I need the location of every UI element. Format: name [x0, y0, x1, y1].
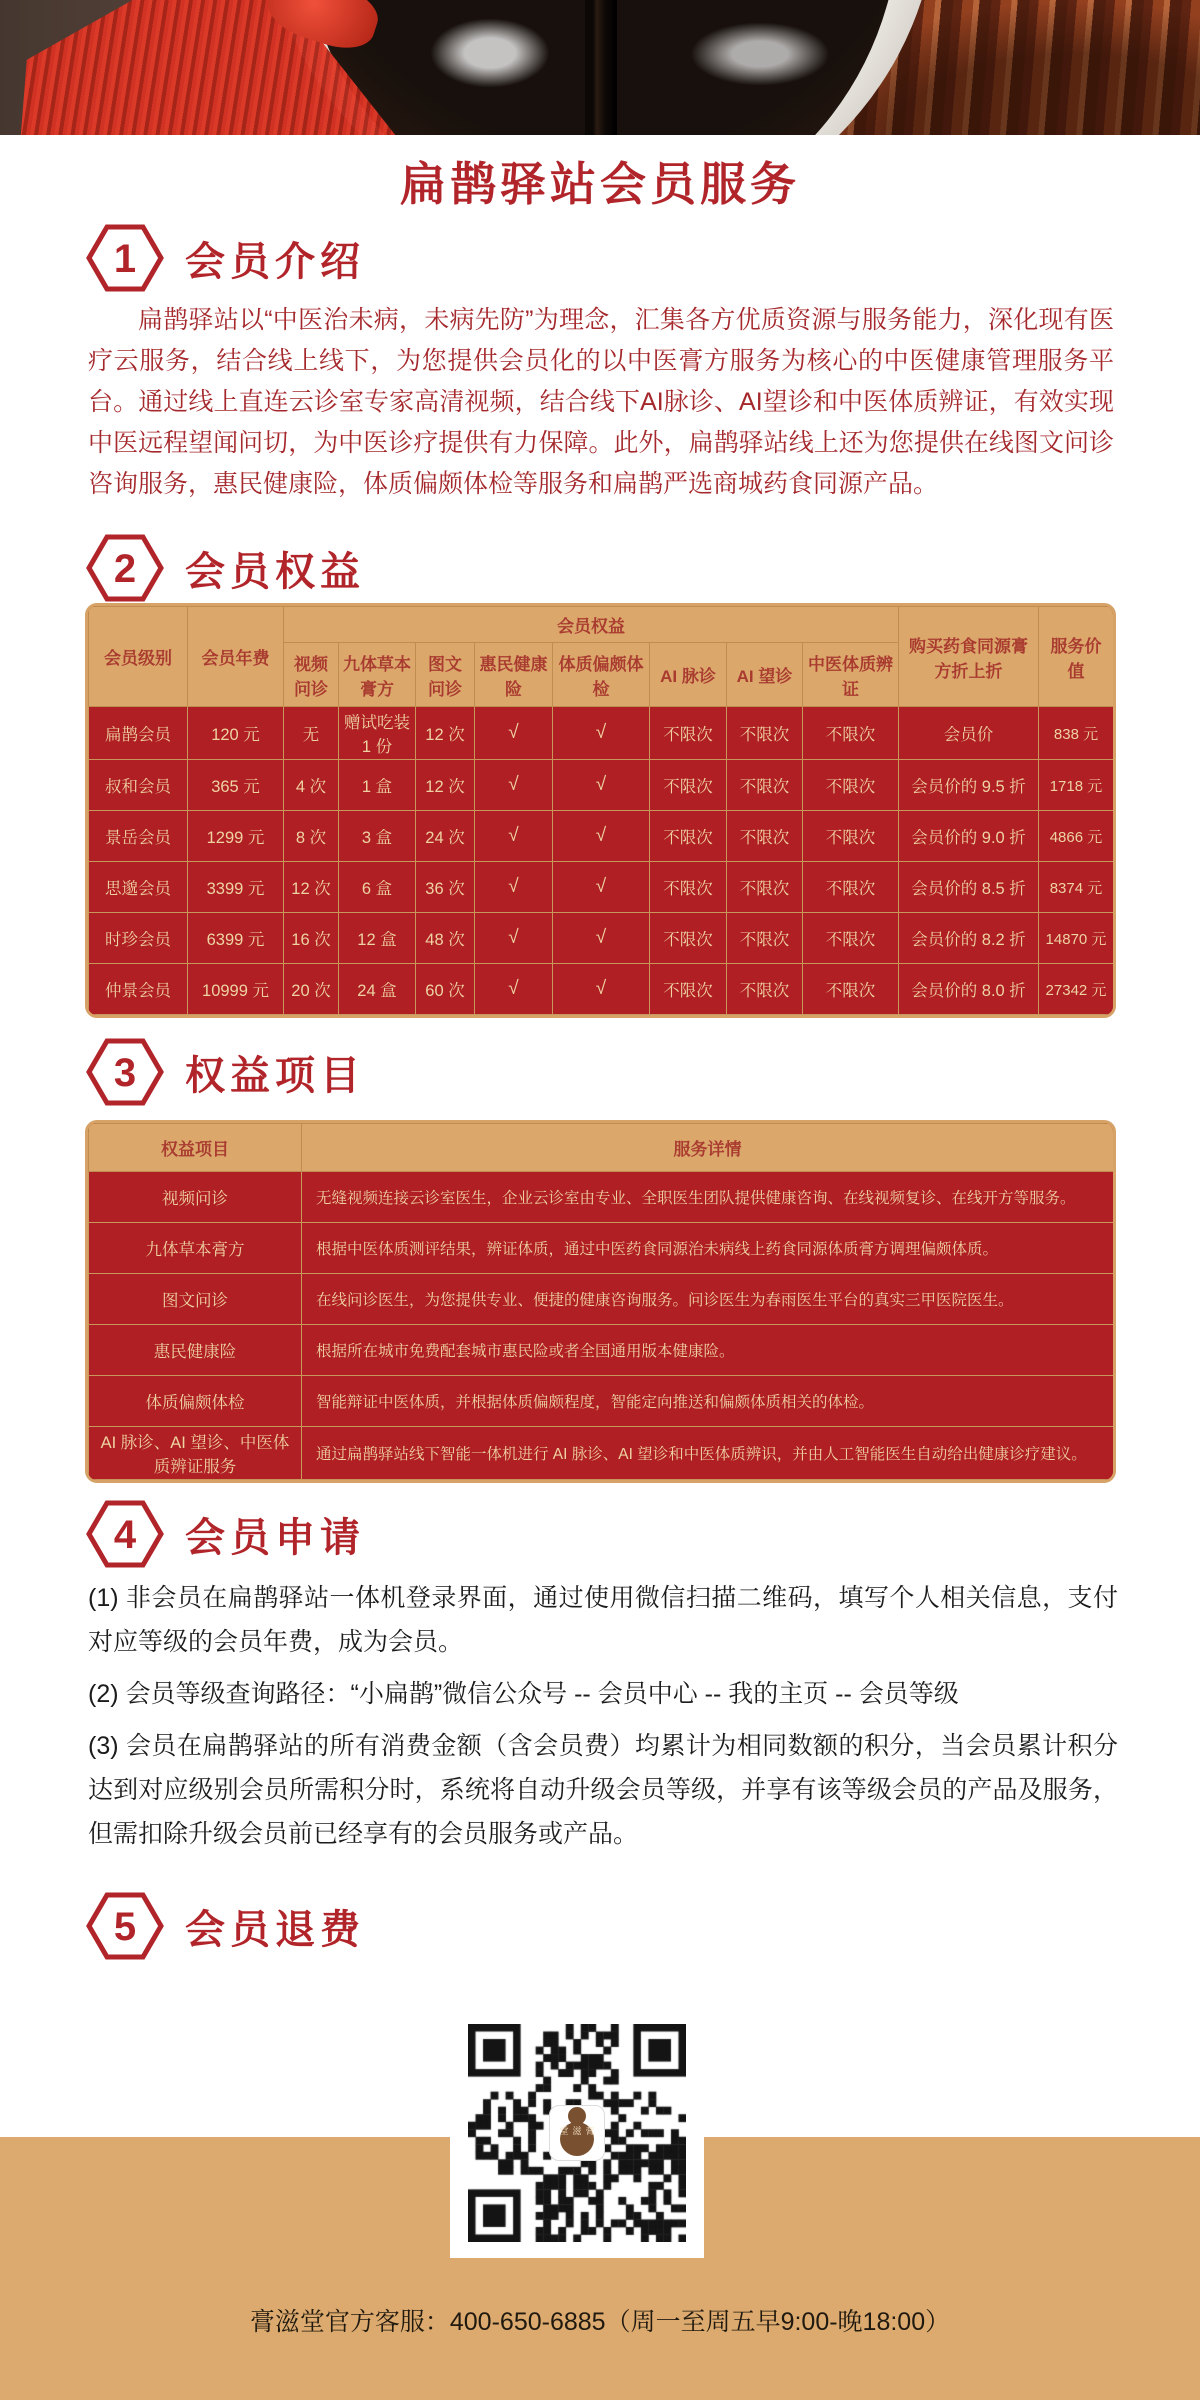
section-title: 会员介绍 [185, 239, 365, 284]
benefit-value-cell: 6399 元 [188, 913, 284, 964]
benefit-value-cell: 4866 元 [1039, 811, 1114, 862]
section-number-badge [85, 533, 165, 603]
service-detail-cell: 无缝视频连接云诊室医生，企业云诊室由专业、全职医生团队提供健康咨询、在线视频复诊、在线开方等服务。 [302, 1172, 1114, 1223]
bowl-highlight [430, 18, 550, 88]
col-header-benefit-item: 权益项目 [89, 1124, 302, 1172]
bowl-highlight [690, 22, 830, 86]
benefit-value-cell: √ [553, 913, 650, 964]
benefit-value-cell: 10999 元 [188, 964, 284, 1015]
benefit-value-cell: 不限次 [727, 964, 803, 1015]
benefit-items-table [88, 1123, 1114, 1480]
benefit-value-cell: √ [475, 913, 553, 964]
benefit-item-row [89, 1376, 1114, 1427]
benefit-value-cell: √ [475, 707, 553, 760]
member-level-cell: 扁鹊会员 [89, 707, 188, 760]
benefit-value-cell: √ [553, 964, 650, 1015]
service-detail-cell: 在线问诊医生，为您提供专业、便捷的健康咨询服务。问诊医生为春雨医生平台的真实三甲医院医生。 [302, 1274, 1114, 1325]
section-title: 权益项目 [185, 1053, 365, 1098]
section-title: 会员退费 [185, 1907, 365, 1952]
benefit-value-cell: 不限次 [727, 913, 803, 964]
benefit-value-cell: 838 元 [1039, 707, 1114, 760]
section-title: 会员申请 [185, 1515, 365, 1560]
benefit-value-cell: 12 次 [284, 862, 339, 913]
benefit-items-table-wrap [85, 1120, 1116, 1483]
benefit-value-cell: 无 [284, 707, 339, 760]
col-header-member-level: 会员级别 [89, 607, 188, 707]
qr-code-card [450, 2008, 704, 2258]
benefit-value-cell: 会员价 [899, 707, 1039, 760]
benefit-value-cell: 24 盒 [339, 964, 416, 1015]
benefits-row [89, 964, 1114, 1015]
benefit-value-cell: 不限次 [650, 707, 727, 760]
benefit-value-cell: 会员价的 8.2 折 [899, 913, 1039, 964]
benefit-value-cell: √ [475, 811, 553, 862]
section-heading-items [85, 1036, 365, 1108]
col-subheader: 体质偏颇体检 [553, 643, 650, 707]
benefit-value-cell: 不限次 [650, 760, 727, 811]
col-header-benefits-group: 会员权益 [284, 607, 899, 643]
benefit-value-cell: √ [553, 760, 650, 811]
benefit-item-cell: 视频问诊 [89, 1172, 302, 1223]
benefit-value-cell: √ [475, 862, 553, 913]
member-benefits-table-wrap [85, 603, 1116, 1018]
col-subheader: 惠民健康险 [475, 643, 553, 707]
apply-step-1: (1) 非会员在扁鹊驿站一体机登录界面，通过使用微信扫描二维码，填写个人相关信息，支付对应等级的会员年费，成为会员。 [88, 1584, 1118, 1656]
benefit-value-cell: √ [553, 811, 650, 862]
col-subheader: AI 脉诊 [650, 643, 727, 707]
col-subheader: 图文问诊 [416, 643, 475, 707]
service-detail-cell: 根据中医体质测评结果，辨证体质，通过中医药食同源治未病线上药食同源体质膏方调理偏颇体质。 [302, 1223, 1114, 1274]
benefits-row [89, 862, 1114, 913]
col-subheader: 视频问诊 [284, 643, 339, 707]
benefits-row [89, 760, 1114, 811]
col-header-service-value: 服务价值 [1039, 607, 1114, 707]
benefit-value-cell: 3 盒 [339, 811, 416, 862]
benefit-value-cell: 会员价的 8.0 折 [899, 964, 1039, 1015]
section-number: 1 [113, 237, 137, 281]
member-level-cell: 思邈会员 [89, 862, 188, 913]
gaozitang-logo [549, 2105, 605, 2161]
service-detail-cell: 智能辩证中医体质，并根据体质偏颇程度，智能定向推送和偏颇体质相关的体检。 [302, 1376, 1114, 1427]
benefit-item-row [89, 1172, 1114, 1223]
benefit-value-cell: 8 次 [284, 811, 339, 862]
col-header-paste-discount: 购买药食同源膏方折上折 [899, 607, 1039, 707]
benefit-value-cell: 不限次 [803, 811, 899, 862]
benefit-value-cell: 不限次 [650, 913, 727, 964]
benefit-value-cell: 不限次 [727, 760, 803, 811]
benefits-row [89, 811, 1114, 862]
benefit-item-cell: 九体草本膏方 [89, 1223, 302, 1274]
benefit-item-cell: 图文问诊 [89, 1274, 302, 1325]
benefit-item-cell: AI 脉诊、AI 望诊、中医体质辨证服务 [89, 1427, 302, 1480]
benefit-value-cell: √ [553, 862, 650, 913]
section-heading-refund [85, 1890, 365, 1962]
benefit-value-cell: 不限次 [650, 811, 727, 862]
section-number: 4 [113, 1513, 137, 1557]
col-header-annual-fee: 会员年费 [188, 607, 284, 707]
benefit-value-cell: 不限次 [803, 760, 899, 811]
benefit-value-cell: 24 次 [416, 811, 475, 862]
pouring-syrup-stream [585, 0, 617, 135]
wechat-qr-code [468, 2024, 686, 2242]
benefit-value-cell: 不限次 [727, 862, 803, 913]
benefit-value-cell: 20 次 [284, 964, 339, 1015]
page-title: 扁鹊驿站会员服务 [400, 158, 800, 210]
member-level-cell: 景岳会员 [89, 811, 188, 862]
benefit-value-cell: 1718 元 [1039, 760, 1114, 811]
member-level-cell: 仲景会员 [89, 964, 188, 1015]
benefit-value-cell: 16 次 [284, 913, 339, 964]
benefit-value-cell: 不限次 [803, 913, 899, 964]
apply-step-2: (2) 会员等级查询路径：“小扁鹊”微信公众号 -- 会员中心 -- 我的主页 -- 会员等级 [88, 1680, 959, 1708]
section-heading-benefits [85, 532, 365, 604]
member-level-cell: 时珍会员 [89, 913, 188, 964]
benefit-value-cell: 12 次 [416, 760, 475, 811]
col-subheader: 九体草本膏方 [339, 643, 416, 707]
section-number: 5 [113, 1905, 137, 1949]
section-number-badge [85, 223, 165, 293]
benefit-value-cell: 14870 元 [1039, 913, 1114, 964]
benefits-row [89, 707, 1114, 760]
gourd-icon [560, 2122, 594, 2156]
benefit-value-cell: 12 次 [416, 707, 475, 760]
benefit-value-cell: √ [553, 707, 650, 760]
benefit-value-cell: 不限次 [803, 964, 899, 1015]
benefit-value-cell: 48 次 [416, 913, 475, 964]
section-title: 会员权益 [185, 549, 365, 594]
customer-service-footer: 膏滋堂官方客服：400-650-6885（周一至周五早9:00-晚18:00） [249, 2308, 951, 2336]
benefits-row [89, 913, 1114, 964]
benefit-value-cell: 12 盒 [339, 913, 416, 964]
service-detail-cell: 通过扁鹊驿站线下智能一体机进行 AI 脉诊、AI 望诊和中医体质辨识，并由人工智能医生自动给出健康诊疗建议。 [302, 1427, 1114, 1480]
benefit-item-cell: 体质偏颇体检 [89, 1376, 302, 1427]
benefit-value-cell: 6 盒 [339, 862, 416, 913]
benefit-value-cell: 4 次 [284, 760, 339, 811]
benefit-value-cell: 60 次 [416, 964, 475, 1015]
apply-step-3: (3) 会员在扁鹊驿站的所有消费金额（含会员费）均累计为相同数额的积分，当会员累计积分达到对应级别会员所需积分时，系统将自动升级会员等级，并享有该等级会员的产品及服务，但需扣除升级会员前已经享有的会员服务或产品。 [88, 1732, 1118, 1848]
benefit-value-cell: 不限次 [650, 964, 727, 1015]
benefit-item-row [89, 1325, 1114, 1376]
benefit-item-row [89, 1274, 1114, 1325]
benefit-value-cell: 不限次 [803, 707, 899, 760]
benefit-value-cell: √ [475, 760, 553, 811]
benefit-value-cell: 36 次 [416, 862, 475, 913]
hero-banner-image [0, 0, 1200, 135]
benefit-item-cell: 惠民健康险 [89, 1325, 302, 1376]
benefit-value-cell: 365 元 [188, 760, 284, 811]
benefit-value-cell: 不限次 [727, 707, 803, 760]
section-heading-apply [85, 1498, 365, 1570]
benefit-item-row [89, 1223, 1114, 1274]
benefit-value-cell: 不限次 [650, 862, 727, 913]
benefit-value-cell: 会员价的 8.5 折 [899, 862, 1039, 913]
section-number: 3 [113, 1051, 137, 1095]
benefit-value-cell: 不限次 [803, 862, 899, 913]
col-subheader: 中医体质辨证 [803, 643, 899, 707]
benefit-value-cell: 1299 元 [188, 811, 284, 862]
benefit-value-cell: 8374 元 [1039, 862, 1114, 913]
section-heading-intro [85, 222, 365, 294]
col-header-service-detail: 服务详情 [302, 1124, 1114, 1172]
benefit-value-cell: 会员价的 9.0 折 [899, 811, 1039, 862]
benefit-value-cell: 会员价的 9.5 折 [899, 760, 1039, 811]
benefit-value-cell: 3399 元 [188, 862, 284, 913]
section-number: 2 [113, 547, 137, 591]
col-subheader: AI 望诊 [727, 643, 803, 707]
benefit-value-cell: 赠试吃装 1 份 [339, 707, 416, 760]
member-level-cell: 叔和会员 [89, 760, 188, 811]
benefit-value-cell: 27342 元 [1039, 964, 1114, 1015]
logo-text: 膏滋堂 [558, 2126, 595, 2137]
benefit-value-cell: 不限次 [727, 811, 803, 862]
intro-paragraph: 扁鹊驿站以“中医治未病，未病先防”为理念，汇集各方优质资源与服务能力，深化现有医疗云服务，结合线上线下，为您提供会员化的以中医膏方服务为核心的中医健康管理服务平台。通过线上直连云诊室专家高清视频，结合线下AI脉诊、AI望诊和中医体质辨证，有效实现中医远程望闻问切，为中医诊疗提供有力保障。此外，扁鹊驿站线上还为您提供在线图文问诊咨询服务，惠民健康险，体质偏颇体检等服务和扁鹊严选商城药食同源产品。 [88, 306, 1114, 498]
benefit-value-cell: 120 元 [188, 707, 284, 760]
section-number-badge [85, 1891, 165, 1961]
benefit-item-row [89, 1427, 1114, 1480]
section-number-badge [85, 1499, 165, 1569]
member-benefits-table [88, 606, 1114, 1015]
service-detail-cell: 根据所在城市免费配套城市惠民险或者全国通用版本健康险。 [302, 1325, 1114, 1376]
member-application-list [88, 1576, 1118, 1864]
benefit-value-cell: 1 盒 [339, 760, 416, 811]
section-number-badge [85, 1037, 165, 1107]
benefit-value-cell: √ [475, 964, 553, 1015]
